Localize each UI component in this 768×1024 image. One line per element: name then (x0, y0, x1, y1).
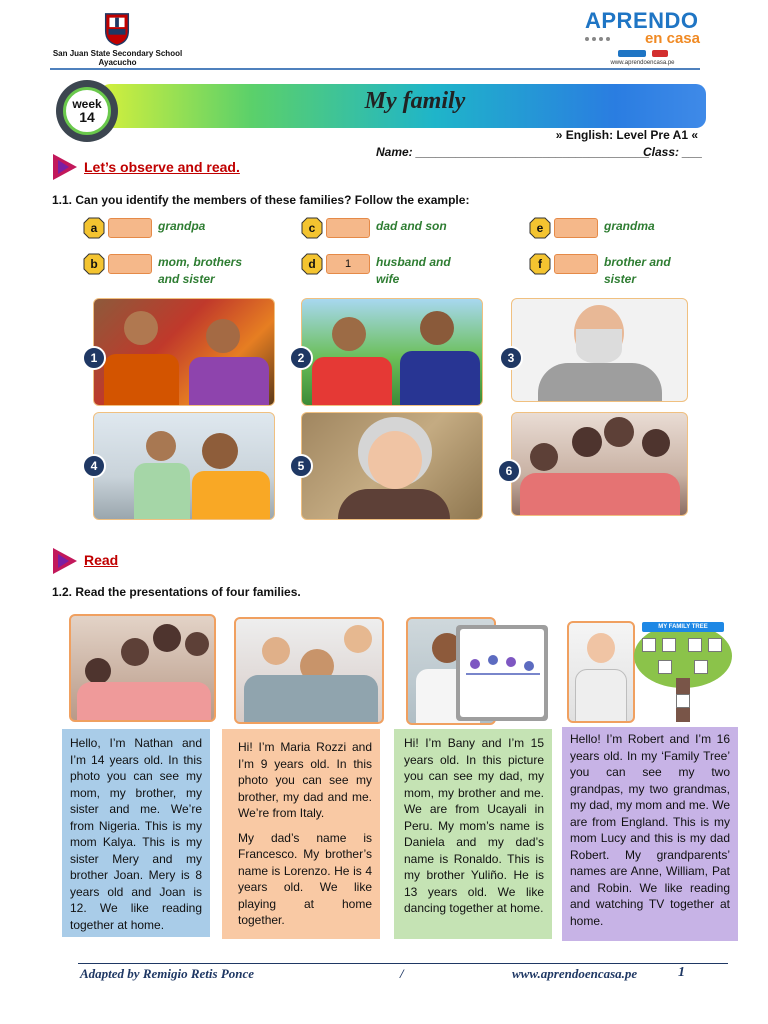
photo-husband-wife (93, 298, 275, 406)
option-letter-badge: d (302, 254, 322, 274)
option-text: grandma (604, 219, 655, 233)
photo-number-badge: 5 (289, 454, 313, 478)
photo-number-badge: 1 (82, 346, 106, 370)
option-letter-badge: f (530, 254, 550, 274)
card-text (238, 739, 372, 929)
page-number: 1 (678, 965, 685, 980)
option-e (530, 218, 694, 238)
option-letter-badge: c (302, 218, 322, 238)
section-title-observe: Let’s observe and read. (84, 159, 240, 175)
school-city: Ayacucho (98, 58, 137, 67)
brand-url: www.aprendoencasa.pe (610, 60, 675, 66)
family-drawing (456, 625, 548, 721)
photo-number-badge: 2 (289, 346, 313, 370)
footer-url[interactable]: www.aprendoencasa.pe (512, 966, 638, 981)
photo-number-badge: 3 (499, 346, 523, 370)
card-paragraph: Hello! I’m Robert and I’m 16 years old. In my ‘Family Tree’ you can see my two grandpas, my two grandmas, my dad, my mom and me. We are from England. This is my mom Lucy and this is my dad Robert. My grandparents’ names are Anne, William, Pat and Robin. We like reading and watching TV together at home. (570, 732, 730, 928)
header-divider (50, 68, 700, 70)
option-letter-badge: e (530, 218, 550, 238)
card-paragraph: Hello, I’m Nathan and I’m 14 years old. In this photo you can see my mom, my brother, my sister and me. We’re from Nigeria. This is my mom Kalya. This is my sister Mery and my brother Joan. Mery is 8 years old and Joan is 12. We like reading together at home. (70, 736, 202, 932)
broadcaster-logos-icon (585, 50, 700, 57)
option-text: mom, brothers and sister (158, 255, 243, 286)
photo-grandma (301, 412, 483, 520)
photo-number-badge: 4 (82, 454, 106, 478)
page-title: My family (364, 88, 466, 114)
family-card-nathan (62, 729, 210, 937)
brand-bottom: en casa (644, 30, 700, 47)
card-text (570, 731, 730, 929)
section-title-read: Read (84, 552, 119, 568)
card-paragraph: Hi! I’m Bany and I’m 15 years old. In this picture you can see my dad, my mom, my brother and me. We are from Ucayali in Peru. My mom’s name is Daniela and my dad’s name is Ronaldo. This is my brother Yuliño. He is 13 years old. We like dancing together at home. (404, 736, 544, 915)
school-name: San Juan State Secondary School (52, 49, 183, 58)
card-photo-maria (234, 617, 384, 724)
photo-dad-son (93, 412, 275, 520)
photo-grandpa (511, 298, 688, 402)
footer-divider (78, 963, 728, 964)
photo-brother-sister (301, 298, 483, 406)
level-label: » English: Level Pre A1 « (555, 128, 698, 142)
section-play-icon (50, 546, 80, 581)
class-field[interactable]: Class: ___ (643, 145, 703, 159)
card-paragraph: My dad’s name is Francesco. My brother’s name is Lorenzo. He is 4 years old. We like playing at home together. (238, 830, 372, 927)
aprendo-en-casa-logo (585, 10, 700, 66)
option-letter-badge: a (84, 218, 104, 238)
brand-top: APRENDO (585, 8, 699, 33)
family-card-bany (394, 729, 552, 939)
family-card-maria (222, 729, 380, 939)
card-paragraph: Hi! I’m Maria Rozzi and I’m 9 years old. In this photo you can see my brother, my dad and me. We’re from Italy. (238, 740, 372, 820)
option-letter-badge: b (84, 254, 104, 274)
week-number: 14 (79, 109, 95, 125)
brand-dots-icon (585, 37, 610, 41)
footer-credit: Adapted by Remigio Retis Ponce (80, 966, 255, 981)
option-a (84, 218, 258, 238)
week-label: week (72, 97, 102, 111)
card-photo-nathan (69, 614, 216, 722)
tree-label: MY FAMILY TREE (642, 622, 724, 632)
question-1-2: 1.2. Read the presentations of four families. (52, 585, 301, 599)
answer-box[interactable] (108, 218, 152, 238)
option-d (302, 254, 466, 288)
week-badge (56, 80, 118, 142)
answer-box[interactable] (326, 218, 370, 238)
option-f (530, 254, 684, 288)
answer-box[interactable]: 1 (326, 254, 370, 274)
family-card-robert (562, 727, 738, 941)
school-crest-icon (100, 12, 136, 48)
school-header (50, 12, 185, 67)
photo-mom-children (511, 412, 688, 516)
section-play-icon (50, 152, 80, 187)
card-text (70, 735, 202, 933)
answer-box[interactable] (108, 254, 152, 274)
card-text (404, 735, 544, 917)
option-text: husband and wife (376, 255, 451, 286)
photo-number-badge: 6 (497, 459, 521, 483)
option-b (84, 254, 258, 288)
option-c (302, 218, 476, 238)
answer-box[interactable] (554, 254, 598, 274)
answer-box[interactable] (554, 218, 598, 238)
card-photo-robert (567, 621, 635, 723)
name-field[interactable]: Name: ___________________________________ (376, 145, 650, 159)
family-tree-graphic (628, 618, 738, 722)
option-text: dad and son (376, 219, 447, 233)
option-text: brother and sister (604, 255, 671, 286)
footer-separator: / (400, 966, 404, 981)
option-text: grandpa (158, 219, 206, 233)
question-1-1: 1.1. Can you identify the members of these families? Follow the example: (52, 193, 470, 207)
